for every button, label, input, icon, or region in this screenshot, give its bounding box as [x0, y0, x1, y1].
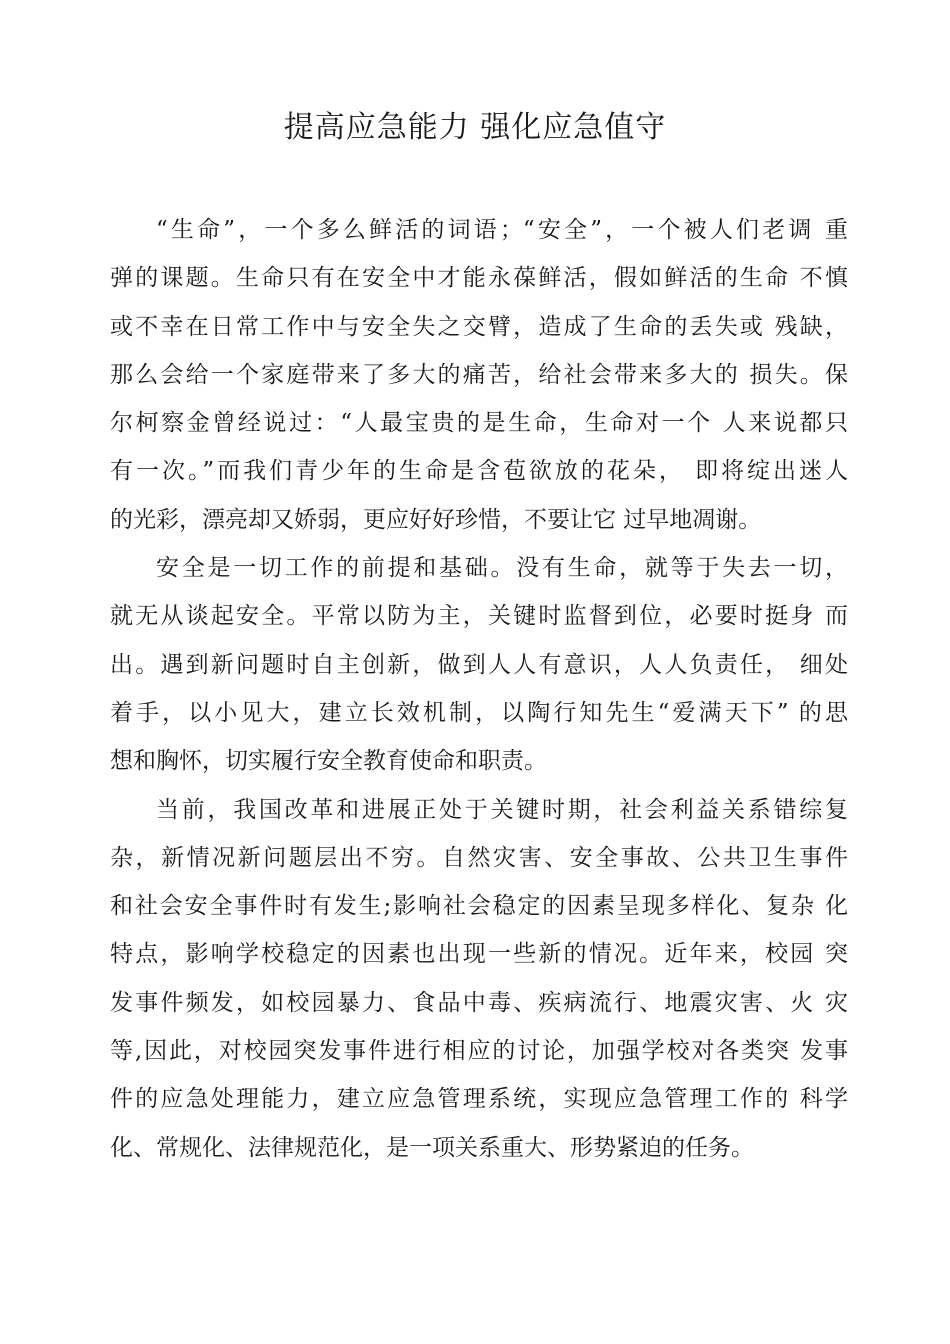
paragraph-line: 化、常规化、法律规范化，是一项关系重大、形势紧迫的任务。: [110, 1134, 754, 1161]
paragraph-line: 件的应急处理能力，建立应急管理系统，实现应急管理工作的 科学: [110, 1086, 848, 1113]
paragraph-line: 等,因此，对校园突发事件进行相应的讨论，加强学校对各类突 发事: [110, 1038, 848, 1065]
paragraph-line: 尔柯察金曾经说过：“人最宝贵的是生命，生命对一个 人来说都只: [110, 410, 848, 437]
paragraph-line: 那么会给一个家庭带来了多大的痛苦，给社会带来多大的 损失。保: [110, 361, 848, 388]
paragraph-1: [110, 206, 848, 544]
document-title: 提高应急能力 强化应急值守: [283, 110, 667, 145]
paragraph-line: 当前，我国改革和进展正处于关键时期，社会利益关系错综复: [156, 796, 848, 823]
paragraph-line: 有一次。”而我们青少年的生命是含苞欲放的花朵， 即将绽出迷人: [110, 458, 848, 485]
paragraph-line: 就无从谈起安全。平常以防为主，关键时监督到位，必要时挺身 而: [110, 603, 848, 630]
paragraph-line: 想和胸怀，切实履行安全教育使命和职责。: [110, 748, 547, 775]
document-body: [110, 206, 848, 1172]
paragraph-line: 出。遇到新问题时自主创新，做到人人有意识，人人负责任， 细处: [110, 651, 848, 678]
paragraph-line: 发事件频发，如校园暴力、食品中毒、疾病流行、地震灾害、火 灾: [110, 989, 848, 1016]
paragraph-line: 特点，影响学校稳定的因素也出现一些新的情况。近年来，校园 突: [110, 941, 848, 968]
paragraph-line: 和社会安全事件时有发生;影响社会稳定的因素呈现多样化、复杂 化: [110, 893, 848, 920]
paragraph-line: 或不幸在日常工作中与安全失之交臂，造成了生命的丢失或 残缺，: [110, 313, 848, 340]
paragraph-line: 着手，以小见大，建立长效机制，以陶行知先生“爱满天下” 的思: [110, 699, 848, 726]
paragraph-line: 弹的课题。生命只有在安全中才能永葆鲜活，假如鲜活的生命 不慎: [110, 265, 848, 292]
paragraph-line: 的光彩，漂亮却又娇弱，更应好好珍惜，不要让它 过早地凋谢。: [110, 506, 762, 533]
paragraph-line: 安全是一切工作的前提和基础。没有生命，就等于失去一切，: [156, 555, 848, 582]
paragraph-3: [110, 786, 848, 1172]
paragraph-2: [110, 544, 848, 785]
paragraph-line: “生命”，一个多么鲜活的词语；“安全”，一个被人们老调 重: [156, 217, 848, 243]
paragraph-line: 杂，新情况新问题层出不穷。自然灾害、安全事故、公共卫生事件: [110, 844, 848, 871]
